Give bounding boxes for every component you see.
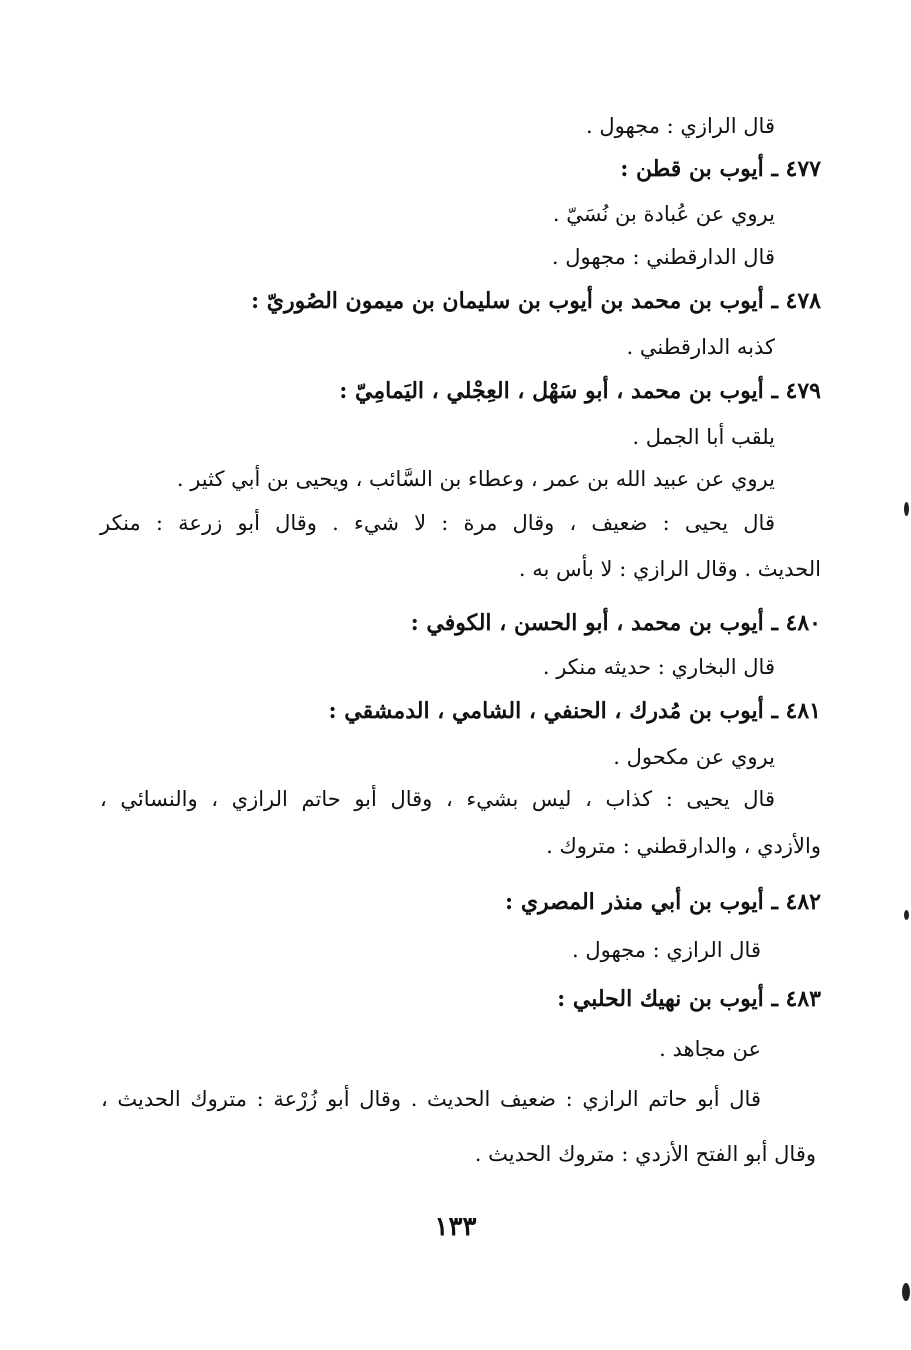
text-line: عن مجاهد . bbox=[659, 1037, 761, 1061]
text-line: قال يحيى : كذاب ، ليس بشيء ، وقال أبو حاتم الرازي ، والنسائي ، bbox=[100, 787, 775, 811]
page-number: ١٣٣ bbox=[434, 1212, 477, 1242]
entry-heading-483: ٤٨٣ ـ أيوب بن نهيك الحلبي : bbox=[557, 986, 821, 1012]
entry-heading-478: ٤٧٨ ـ أيوب بن محمد بن أيوب بن سليمان بن ميمون الصُوريّ : bbox=[251, 288, 821, 314]
text-line: والأزدي ، والدارقطني : متروك . bbox=[546, 834, 821, 858]
text-line: قال الرازي : مجهول . bbox=[572, 938, 761, 962]
text-line: وقال أبو الفتح الأزدي : متروك الحديث . bbox=[474, 1142, 816, 1166]
text-line: الحديث . وقال الرازي : لا بأس به . bbox=[518, 557, 821, 581]
text-line: قال أبو حاتم الرازي : ضعيف الحديث . وقال أبو زُرْعة : متروك الحديث ، bbox=[101, 1087, 761, 1111]
scan-mark bbox=[904, 910, 909, 920]
text-line: قال الرازي : مجهول . bbox=[586, 114, 775, 138]
entry-heading-480: ٤٨٠ ـ أيوب بن محمد ، أبو الحسن ، الكوفي : bbox=[410, 610, 821, 636]
text-line: قال البخاري : حديثه منكر . bbox=[542, 655, 775, 679]
text-line: قال الدارقطني : مجهول . bbox=[551, 245, 775, 269]
text-line: قال يحيى : ضعيف ، وقال مرة : لا شيء . وقال أبو زرعة : منكر bbox=[100, 511, 775, 535]
scan-mark bbox=[904, 502, 909, 516]
scan-mark bbox=[902, 1283, 910, 1301]
entry-heading-477: ٤٧٧ ـ أيوب بن قطن : bbox=[620, 156, 821, 182]
entry-heading-479: ٤٧٩ ـ أيوب بن محمد ، أبو سَهْل ، العِجْلي ، اليَمامِيّ : bbox=[339, 378, 821, 404]
text-line: يروي عن عبيد الله بن عمر ، وعطاء بن السَّائب ، ويحيى بن أبي كثير . bbox=[176, 467, 775, 491]
entry-heading-481: ٤٨١ ـ أيوب بن مُدرك ، الحنفي ، الشامي ، الدمشقي : bbox=[328, 698, 821, 724]
text-line: يروي عن عُبادة بن نُسَيّ . bbox=[552, 202, 775, 226]
text-line: يلقب أبا الجمل . bbox=[632, 425, 775, 449]
text-line: كذبه الدارقطني . bbox=[626, 335, 775, 359]
entry-heading-482: ٤٨٢ ـ أيوب بن أبي منذر المصري : bbox=[505, 889, 821, 915]
text-line: يروي عن مكحول . bbox=[613, 745, 775, 769]
